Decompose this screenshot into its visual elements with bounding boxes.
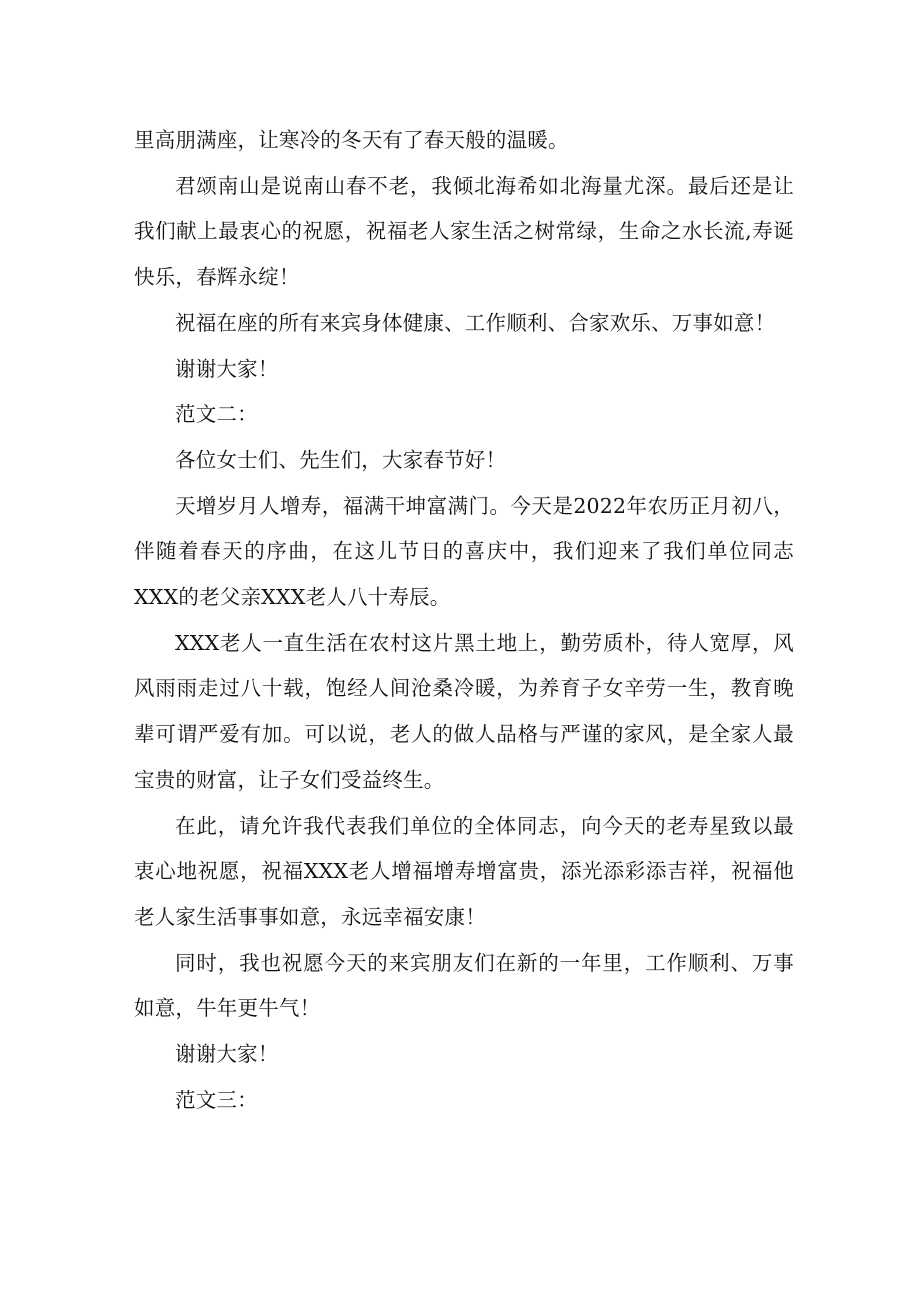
paragraph-continued: 里高朋满座，让寒冷的冬天有了春天般的温暖。 [134, 128, 569, 152]
paragraph: 各位女士们、先生们，大家春节好！ [175, 447, 507, 472]
paragraph: 祝福在座的所有来宾身体健康、工作顺利、合家欢乐、万事如意！ [175, 310, 776, 335]
paragraph: XXX老人一直生活在农村这片黑土地上，勤劳质朴，待人宽厚，风风雨雨走过八十载，饱经人间沧桑冷暖，为养育子女辛劳一生，教育晚辈可谓严爱有加。可以说，老人的做人品格与严谨的家风，是全家人最宝贵的财富，让子女们受益终生。 [134, 630, 794, 792]
paragraph: 谢谢大家！ [175, 356, 279, 381]
paragraph: 天增岁月人增寿，福满干坤富满门。今天是2022年农历正月初八，伴随着春天的序曲，在这儿节日的喜庆中，我们迎来了我们单位同志XXX的老父亲XXX老人八十寿辰。 [134, 493, 794, 610]
paragraph: 在此，请允许我代表我们单位的全体同志，向今天的老寿星致以最衷心地祝愿，祝福XXX老人增福增寿增富贵，添光添彩添吉祥，祝福他老人家生活事事如意，永远幸福安康！ [134, 813, 794, 929]
paragraph: 谢谢大家！ [175, 1042, 279, 1067]
section-heading: 范文二： [175, 402, 258, 427]
paragraph: 君颂南山是说南山春不老，我倾北海希如北海量尤深。最后还是让我们献上最衷心的祝愿，祝福老人家生活之树常绿，生命之水长流,寿诞快乐，春辉永绽！ [134, 173, 794, 290]
section-heading: 范文三： [175, 1087, 258, 1112]
document-body [134, 118, 794, 1123]
paragraph: 同时，我也祝愿今天的来宾朋友们在新的一年里，工作顺利、万事如意，牛年更牛气！ [134, 950, 794, 1021]
